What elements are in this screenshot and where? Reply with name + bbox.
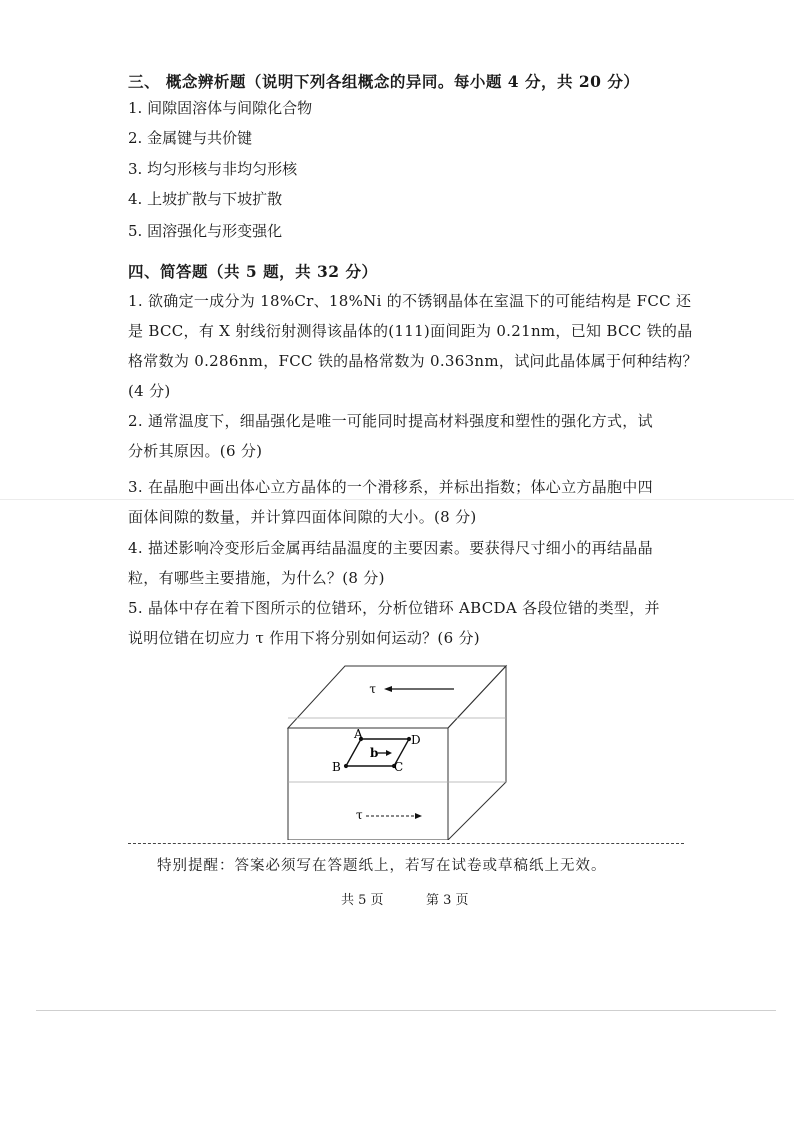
label-b: B — [332, 760, 341, 774]
burgers-vector-label: b — [370, 746, 379, 760]
label-d: D — [411, 733, 421, 747]
section-3-item-1: 1. 间隙固溶体与间隙化合物 — [128, 99, 313, 117]
q4-line-1: 4. 描述影响冷变形后金属再结晶温度的主要因素。要获得尺寸细小的再结晶晶 — [128, 539, 653, 557]
box-front-face — [288, 728, 448, 840]
box-top-face — [288, 666, 506, 728]
q1-line-2: 是 BCC，有 X 射线衍射测得该晶体的(111)面间距为 0.21nm，已知 BCC 铁的晶 — [128, 322, 693, 340]
tau-top-label: τ — [369, 682, 376, 696]
q1-line-1: 1. 欲确定一成分为 18%Cr、18%Ni 的不锈钢晶体在室温下的可能结构是 FCC 还 — [128, 292, 692, 310]
q1-line-4: (4 分) — [128, 382, 171, 400]
tau-bottom-arrowhead — [415, 813, 422, 819]
section-3-item-5: 5. 固溶强化与形变强化 — [128, 222, 283, 240]
q2-line-2: 分析其原因。(6 分) — [128, 442, 263, 460]
box-right-face — [448, 666, 506, 840]
q3-line-2: 面体间隙的数量，并计算四面体间隙的大小。(8 分) — [128, 508, 477, 526]
q2-line-1: 2. 通常温度下，细晶强化是唯一可能同时提高材料强度和塑性的强化方式，试 — [128, 412, 653, 430]
scan-artifact-line — [0, 499, 794, 500]
dislocation-loop-figure — [280, 660, 510, 840]
section-3-item-3: 3. 均匀形核与非均匀形核 — [128, 160, 298, 178]
label-a: A — [354, 727, 363, 741]
answer-sheet-notice: 特别提醒：答案必须写在答题纸上，若写在试卷或草稿纸上无效。 — [157, 858, 607, 874]
burgers-arrowhead — [386, 750, 392, 756]
q3-line-1: 3. 在晶胞中画出体心立方晶体的一个滑移系，并标出指数；体心立方晶胞中四 — [128, 478, 653, 496]
dashed-separator — [128, 843, 684, 844]
q5-line-1: 5. 晶体中存在着下图所示的位错环，分析位错环 ABCDA 各段位错的类型，并 — [128, 599, 660, 617]
label-c: C — [394, 760, 404, 774]
section-4-title: 四、简答题（共 5 题，共 32 分） — [128, 262, 378, 281]
section-3-item-2: 2. 金属键与共价键 — [128, 129, 253, 147]
tau-bottom-label: τ — [356, 808, 363, 822]
q1-line-3: 格常数为 0.286nm，FCC 铁的晶格常数为 0.363nm，试问此晶体属于何种结构？ — [128, 352, 698, 370]
page-current: 第 3 页 — [426, 893, 469, 908]
section-3-item-4: 4. 上坡扩散与下坡扩散 — [128, 190, 283, 208]
q4-line-2: 粒，有哪些主要措施，为什么？(8 分) — [128, 569, 385, 587]
q5-line-2: 说明位错在切应力 τ 作用下将分别如何运动？(6 分) — [128, 629, 480, 647]
section-3-title: 三、 概念辨析题（说明下列各组概念的异同。每小题 4 分，共 20 分） — [128, 72, 640, 91]
bottom-scan-line — [36, 1010, 776, 1011]
tau-top-arrowhead — [384, 686, 392, 692]
page-total: 共 5 页 — [341, 893, 384, 908]
point-b — [344, 764, 347, 767]
